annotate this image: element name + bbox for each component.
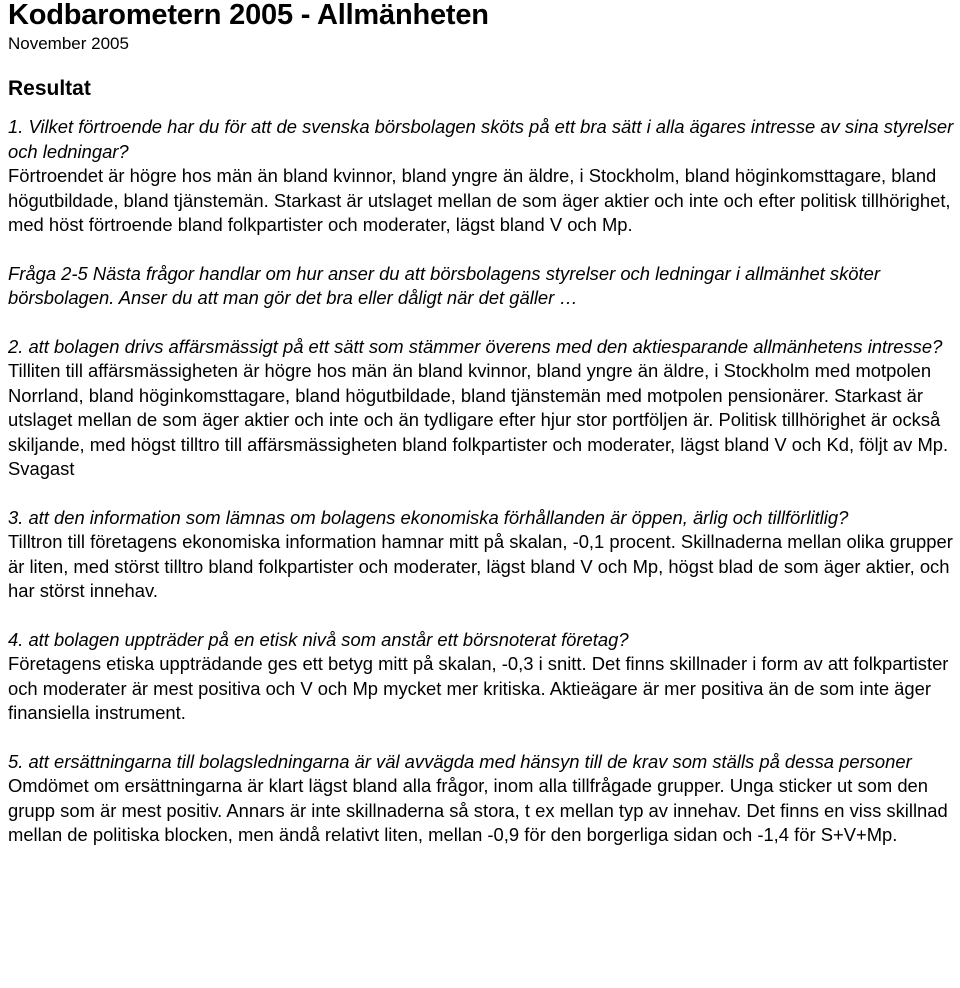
answer-5: Omdömet om ersättningarna är klart lägst bland alla frågor, inom alla tillfrågade grupper. Unga sticker ut som den grupp som är mest positiv. Annars är inte skillnaderna så stora, t ex mellan typ av innehav. Det finns en viss skillnad mellan de politiska blocken, men ändå relativt liten, mellan -0,9 för den borgerliga sidan och -1,4 för S+V+Mp. [8, 775, 948, 845]
question-4: 4. att bolagen uppträder på en etisk nivå som anstår ett börsnoterat företag? [8, 628, 629, 650]
answer-3: Tilltron till företagens ekonomiska information hamnar mitt på skalan, -0,1 procent. Skillnaderna mellan olika grupper är liten, med störst tilltro bland folkpartister och moderater, lägst bland V och Mp, högst blad de som äger aktier, och har störst innehav. [8, 531, 953, 601]
result-item-3 [8, 506, 954, 604]
result-item-5 [8, 750, 954, 848]
question-intro-2-5: Fråga 2-5 Nästa frågor handlar om hur anser du att börsbolagens styrelser och ledningar i allmänhet sköter börsbolagen. Anser du att man gör det bra eller dåligt när det gäller … [8, 262, 880, 308]
question-2: 2. att bolagen drivs affärsmässigt på ett sätt som stämmer överens med den aktiesparande allmänhetens intresse? [8, 335, 943, 357]
result-item-4 [8, 628, 954, 726]
question-5: 5. att ersättningarna till bolagsledningarna är väl avvägda med hänsyn till de krav som ställs på dessa personer [8, 750, 912, 772]
question-3: 3. att den information som lämnas om bolagens ekonomiska förhållanden är öppen, ärlig och tillförlitlig? [8, 506, 849, 528]
document-title: Kodbarometern 2005 - Allmänheten [8, 0, 489, 31]
answer-2: Tilliten till affärsmässigheten är högre hos män än bland kvinnor, bland yngre än äldre, i Stockholm med motpolen Norrland, bland höginkomsttagare, bland högutbildade, bland tjänstemän med motpolen pensionärer. Starkast är utslaget mellan de som äger aktier och inte och än tydligare efter hjur stor portföljen är. Politisk tillhörighet är också skiljande, med högst tilltro till affärsmässigheten bland folkpartister och moderater, lägst bland V och Kd, följt av Mp. Svagast [8, 360, 949, 479]
question-1: 1. Vilket förtroende har du för att de svenska börsbolagen sköts på ett bra sätt i alla ägares intresse av sina styrelser och ledningar? [8, 116, 954, 162]
result-item-intro-2-5 [8, 262, 954, 311]
result-item-2 [8, 335, 954, 482]
section-heading-resultat: Resultat [8, 77, 91, 100]
result-item-1 [8, 115, 954, 238]
answer-4: Företagens etiska uppträdande ges ett betyg mitt på skalan, -0,3 i snitt. Det finns skillnader i form av att folkpartister och moderater är mest positiva och V och Mp mycket mer kritiska. Aktieägare är mer positiva än de som inte äger finansiella instrument. [8, 653, 949, 723]
document-page [8, 0, 954, 848]
answer-1: Förtroendet är högre hos män än bland kvinnor, bland yngre än äldre, i Stockholm, bland höginkomsttagare, bland högutbildade, bland tjänstemän. Starkast är utslaget mellan de som äger aktier och inte och efter politisk tillhörighet, med höst förtroende bland folkpartister och moderater, lägst bland V och Mp. [8, 165, 951, 235]
document-date: November 2005 [8, 34, 129, 53]
